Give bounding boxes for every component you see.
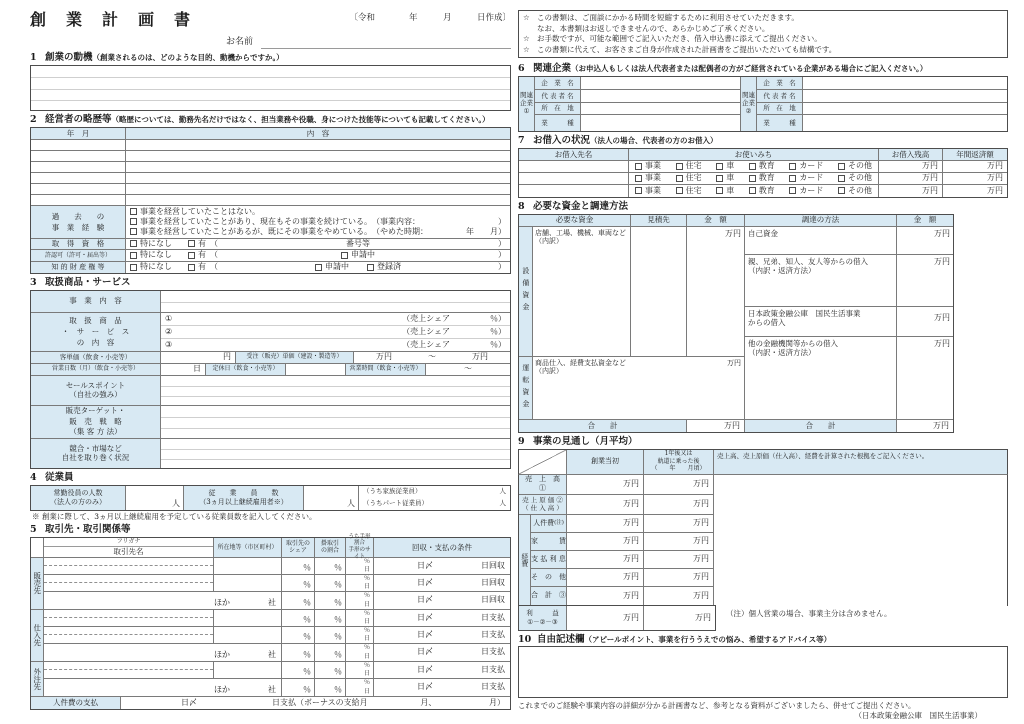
client-address-input[interactable]: [214, 610, 282, 626]
unit-day: 日: [193, 364, 201, 374]
checkbox-use-housing[interactable]: [676, 175, 683, 182]
group-subcontractors-label: 外注先: [31, 662, 44, 696]
bill-input[interactable]: ％ 日: [346, 575, 374, 591]
client-furigana-input[interactable]: [44, 610, 213, 619]
product-row-3[interactable]: ③ （売上シェア ％）: [161, 338, 510, 351]
col-bill: うち手形割合 手形のサイト: [346, 538, 374, 557]
total-needed-input[interactable]: 万円: [687, 420, 745, 432]
rent-after-input[interactable]: 万円: [644, 533, 714, 550]
section10-title: 10 自由記述欄 （アピールポイント、事業を行ううえでの悩み、希望するアドバイス等）: [518, 633, 832, 645]
expense-total-initial-input[interactable]: 万円: [567, 587, 644, 605]
terms-input[interactable]: 日〆 日回収: [417, 560, 505, 570]
family-loan-amount-input[interactable]: 万円: [934, 256, 950, 266]
option-label: 事業を経営していたことがあるが、既にその事業をやめている。: [140, 226, 372, 236]
subcontractors-group: [31, 662, 510, 697]
jfc-loan-amount-input[interactable]: 万円: [934, 312, 950, 322]
client-address-input[interactable]: [214, 662, 282, 678]
section2-title: 2 経営者の略歴等 （略歴については、勤務先名だけではなく、担当業務や役職、身につけた技能等についても記載してください。）: [30, 113, 490, 125]
checkbox-use-card[interactable]: [789, 163, 796, 170]
working-funds-label: 運転資金: [519, 357, 533, 419]
checkbox-use-other[interactable]: [838, 187, 845, 194]
share-input[interactable]: ％: [282, 662, 315, 678]
name-input[interactable]: [261, 48, 511, 49]
sales-clients-group: [31, 558, 510, 610]
checkbox-use-card[interactable]: [789, 187, 796, 194]
order-price-input[interactable]: 万円 ～ 万円: [376, 352, 488, 362]
business-days-input[interactable]: [161, 364, 206, 375]
other-expense-initial-input[interactable]: 万円: [567, 569, 644, 586]
sales-target-label: 販売ターゲット・ 販 売 戦 略 （集 客 方 法）: [31, 406, 161, 438]
col-client-name: 取引先名: [113, 547, 144, 557]
family-loan-label: 親、兄弟、知人、友人等からの借入 （内訳・返済方法）: [745, 255, 897, 306]
expenses-group-label: 経費: [519, 515, 531, 605]
company-name-input[interactable]: [581, 77, 740, 89]
industry-input[interactable]: [803, 115, 1007, 130]
section1-title: 1 創業の動機 （創業されるのは、どのような目的、動機からですか。）: [30, 52, 284, 63]
qualification-label: 取 得 資 格: [31, 239, 126, 249]
basis-hint: 売上高、売上原価（仕入高）、経費を計算された根拠をご記入ください。: [714, 450, 1007, 474]
payroll-input[interactable]: 日〆 日支払（ボーナスの支給月 月、 月）: [181, 697, 505, 707]
section4-title: 4 従業員: [30, 471, 74, 483]
other-suppliers-input[interactable]: ほか 社: [44, 644, 282, 661]
calculation-basis-input[interactable]: [714, 475, 1007, 606]
client-furigana-input[interactable]: [44, 662, 213, 671]
career-content-input[interactable]: [126, 195, 510, 205]
competition-input[interactable]: [161, 439, 510, 468]
checkbox-ip-pending[interactable]: [315, 264, 322, 271]
star-icon: ☆: [523, 34, 530, 43]
section7-title: 7 お借入の状況 （法人の場合、代表者の方のお借入）: [518, 134, 718, 146]
employees-note: ※ 創業に際して、3ヵ月以上継続雇用を予定している従業員数を記入してください。: [32, 511, 317, 521]
other-bank-loan-label: 他の金融機関等からの借入 （内訳・返済方法）: [745, 337, 897, 419]
terms-input[interactable]: 日〆 日回収: [417, 577, 505, 587]
footer-org: （日本政策金融公庫 国民生活事業）: [854, 710, 982, 720]
client-name-input[interactable]: [44, 566, 213, 574]
share-input[interactable]: ％: [282, 575, 315, 591]
other-clients-input[interactable]: ほか 社: [44, 592, 282, 609]
clients-table: [30, 533, 511, 710]
career-content-input[interactable]: [126, 173, 510, 183]
lender-input[interactable]: [519, 173, 629, 184]
order-price-label: 受注（販売）単価（建設・製造等）: [236, 352, 354, 363]
bill-input[interactable]: ％ 日: [346, 558, 374, 574]
checkbox-ip-have[interactable]: [188, 264, 195, 271]
creation-date-note: 〔令和 年 月 日作成〕: [349, 13, 511, 23]
other-subcontractors-input[interactable]: ほか 社: [44, 679, 282, 696]
terms-input[interactable]: 日〆 日支払: [417, 647, 505, 657]
bill-input[interactable]: ％ 日: [346, 627, 374, 643]
checkbox-quit-business[interactable]: [130, 228, 137, 235]
group-suppliers-label: 仕入先: [31, 610, 44, 661]
checkbox-use-business[interactable]: [635, 187, 642, 194]
equipment-amount-input[interactable]: 万円: [725, 228, 741, 238]
interest-initial-input[interactable]: 万円: [567, 551, 644, 568]
lender-input[interactable]: [519, 185, 629, 197]
officers-count-input[interactable]: 人: [126, 486, 184, 510]
name-label: お名前: [226, 36, 254, 47]
balance-input[interactable]: 万円: [879, 185, 943, 197]
cost-initial-input[interactable]: 万円: [567, 495, 644, 514]
checkbox-use-car[interactable]: [716, 187, 723, 194]
cost-after-input[interactable]: 万円: [644, 495, 714, 514]
balance-input[interactable]: 万円: [879, 161, 943, 172]
credit-ratio-input[interactable]: ％: [315, 558, 346, 574]
jfc-loan-label: 日本政策金融公庫 国民生活事業 からの借入: [745, 307, 897, 336]
product-row-2[interactable]: ② （売上シェア ％）: [161, 325, 510, 338]
share-input[interactable]: ％: [282, 627, 315, 643]
own-funds-label: 自己資金: [745, 227, 897, 254]
col-year-month: 年 月: [31, 128, 126, 139]
client-address-input[interactable]: [214, 575, 282, 591]
unit-yen: 円: [223, 352, 231, 362]
client-furigana-input[interactable]: [44, 558, 213, 567]
credit-ratio-input[interactable]: ％: [315, 592, 346, 609]
working-desc-input[interactable]: 商品仕入、経費支払資金など （内訳） 万円: [533, 357, 744, 419]
product-row-1[interactable]: ① （売上シェア ％）: [165, 313, 506, 323]
credit-ratio-input[interactable]: ％: [315, 575, 346, 591]
quote-source-input[interactable]: [631, 227, 687, 356]
terms-input[interactable]: 日〆 日回収: [417, 595, 505, 605]
career-content-input[interactable]: [126, 184, 510, 194]
free-description-box[interactable]: [518, 646, 1008, 698]
notice-box: ☆ この書類は、ご面談にかかる時間を短縮するために利用させていただきます。 なお、本書類はお返しできませんので、あらかじめご了承ください。 ☆ お手数ですが、可能な範囲でご記入いただき、借入申込書に添えてご提出ください。 ☆ この書類に代えて、お客さまご自身が作成された計画書をご提出いただいても結構です。: [518, 10, 1008, 58]
bill-input[interactable]: ％ 日: [346, 662, 374, 678]
client-name-input[interactable]: [44, 670, 213, 678]
client-address-input[interactable]: [214, 558, 282, 574]
col-content: 内 容: [126, 128, 510, 139]
sales-target-input[interactable]: [161, 406, 510, 438]
license-label: 許認可（許可・届出等）: [31, 250, 126, 261]
col-share: 取引先の シェア: [282, 538, 315, 557]
checkbox-use-car[interactable]: [716, 163, 723, 170]
career-date-input[interactable]: [31, 140, 126, 150]
location-input[interactable]: [581, 103, 740, 115]
credit-ratio-input[interactable]: ％: [315, 662, 346, 678]
hours-input[interactable]: ～: [464, 364, 472, 374]
total-raised-input[interactable]: 万円: [933, 420, 949, 430]
option-label: 事業を経営していたことはない。: [140, 206, 260, 216]
location-input[interactable]: [803, 103, 1007, 115]
career-date-input[interactable]: [31, 162, 126, 172]
bill-input[interactable]: ％ 日: [346, 592, 374, 609]
hours-label: 営業時間（飲食・小売等）: [346, 364, 426, 375]
equipment-desc-input[interactable]: 店舗、工場、機械、車両など （内訳）: [533, 227, 631, 356]
checkbox-use-education[interactable]: [749, 163, 756, 170]
col-address: 所在地等（市区町村）: [214, 538, 282, 557]
checkbox-license-none[interactable]: [130, 252, 137, 259]
annual-repayment-input[interactable]: 万円: [987, 161, 1003, 171]
bill-input[interactable]: ％ 日: [346, 679, 374, 696]
closed-day-label: 定休日（飲食・小売等）: [206, 364, 286, 375]
sales-after-input[interactable]: 万円: [644, 475, 714, 494]
client-name-input[interactable]: [44, 583, 213, 591]
col-credit-ratio: 掛取引 の割合: [315, 538, 346, 557]
closed-day-input[interactable]: [286, 364, 346, 375]
personnel-note: （注）個人営業の場合、事業主分は含めません。: [726, 608, 892, 618]
checkbox-ip-registered[interactable]: [367, 264, 374, 271]
past-business-label: 過 去 の 事 業 経 験: [31, 206, 126, 238]
checkbox-use-housing[interactable]: [676, 163, 683, 170]
working-amount-input[interactable]: 万円: [727, 358, 741, 367]
ip-label: 知 的 財 産 権 等: [31, 262, 126, 273]
career-date-input[interactable]: [31, 184, 126, 194]
terms-input[interactable]: 日〆 日支払: [417, 682, 505, 692]
checkbox-use-business[interactable]: [635, 163, 642, 170]
checkbox-still-running[interactable]: [130, 218, 137, 225]
business-days-label: 営業日数（月）（飲食・小売等）: [31, 364, 161, 375]
officers-label: 常勤役員の人数 （法人の方のみ）: [31, 486, 126, 510]
profit-after-input[interactable]: 万円: [695, 612, 711, 622]
employees-table: [30, 485, 511, 511]
payroll-row: [31, 697, 510, 709]
checkbox-use-card[interactable]: [789, 175, 796, 182]
annual-repayment-input[interactable]: 万円: [987, 173, 1003, 183]
related-company-1-label: 関連 企業 ①: [519, 77, 535, 131]
equipment-funds-label: 設備資金: [519, 227, 533, 356]
share-input[interactable]: ％: [282, 679, 315, 696]
annual-repayment-input[interactable]: 万円: [987, 185, 1003, 195]
credit-ratio-input[interactable]: ％: [315, 679, 346, 696]
own-funds-amount-input[interactable]: 万円: [934, 228, 950, 238]
career-content-input[interactable]: [126, 140, 510, 150]
checkbox-ip-none[interactable]: [130, 264, 137, 271]
career-table: 年 月 内 容 過 去 の 事 業 経 験 事業を経営していたことはない。 事業を経営していたことがあり、現在もその事業を続けている。 （事業内容： ） 事業を経営していたことがあるが、既にその事業をやめている。 （やめた時期： 年 月） 取 得 資 格 特になし 有 （ 番号等 ） 許認可（許可・届出等） 特になし 有 （ 申請中 ） 知 的 財 産 権 等 特になし 有 （ 申請中 登録済 ）: [30, 127, 511, 274]
part-time-employees-input[interactable]: （うちパート従業員） 人: [363, 499, 506, 508]
checkbox-qual-have[interactable]: [188, 240, 195, 247]
client-furigana-input[interactable]: [44, 627, 213, 636]
checkbox-use-education[interactable]: [749, 175, 756, 182]
business-detail-label: 事 業 内 容: [31, 291, 161, 312]
corner-cell: [519, 450, 567, 474]
career-date-input[interactable]: [31, 173, 126, 183]
industry-input[interactable]: [581, 115, 740, 130]
checkbox-qual-none[interactable]: [130, 240, 137, 247]
sales-point-input[interactable]: [161, 376, 510, 405]
section3-title: 3 取扱商品・サービス: [30, 276, 131, 288]
rent-initial-input[interactable]: 万円: [567, 533, 644, 550]
checkbox-use-car[interactable]: [716, 175, 723, 182]
expense-total-after-input[interactable]: 万円: [644, 587, 714, 605]
personnel-initial-input[interactable]: 万円: [567, 515, 644, 532]
terms-input[interactable]: 日〆 日支払: [417, 664, 505, 674]
related-company-2-label: 関連 企業 ②: [741, 77, 757, 131]
related-companies-table: 関連 企業 ① 企 業 名 代 表 者 名 所 在 地 業 種 関連 企業 ② 企 業 名 代 表 者 名 所 在 地 業 種: [518, 76, 1008, 132]
client-address-input[interactable]: [214, 627, 282, 643]
products-label: 取 扱 商 品 ・ サ ー ビ ス の 内 容: [31, 313, 161, 351]
unit-price-label: 客単価（飲食・小売等）: [31, 352, 161, 363]
personnel-after-input[interactable]: 万円: [644, 515, 714, 532]
checkbox-use-other[interactable]: [838, 175, 845, 182]
career-content-input[interactable]: [126, 162, 510, 172]
total-raised-label: 合 計: [745, 420, 897, 432]
products-table: [30, 290, 511, 469]
career-date-input[interactable]: [31, 151, 126, 161]
business-detail-input[interactable]: [161, 291, 510, 312]
payroll-label: 人件費の支払: [31, 697, 121, 709]
borrowings-table: お借入先名 お使いみち お借入残高 年間返済額 事業 住宅 車 教育 カード その他 万円 万円 事業 住宅 車 教育 カード その他 万円 万円 事業 住宅 車 教育 カード その他 万円 万円: [518, 148, 1008, 198]
company-name-input[interactable]: [803, 77, 1007, 89]
bill-input[interactable]: ％ 日: [346, 610, 374, 626]
share-input[interactable]: ％: [282, 644, 315, 661]
star-icon: ☆: [523, 13, 530, 22]
lender-input[interactable]: [519, 161, 629, 172]
terms-input[interactable]: 日〆 日支払: [417, 629, 505, 639]
suppliers-group: [31, 610, 510, 662]
checkbox-use-education[interactable]: [749, 187, 756, 194]
other-bank-amount-input[interactable]: 万円: [934, 338, 950, 348]
career-date-input[interactable]: [31, 195, 126, 205]
sales-initial-input[interactable]: 万円: [567, 475, 644, 494]
employees-count-input[interactable]: 人: [304, 486, 359, 510]
option-label: 事業を経営していたことがあり、現在もその事業を続けている。: [140, 216, 372, 226]
page-title: 創 業 計 画 書: [30, 10, 193, 29]
bill-input[interactable]: ％ 日: [346, 644, 374, 661]
representative-input[interactable]: [581, 90, 740, 102]
credit-ratio-input[interactable]: ％: [315, 627, 346, 643]
group-sales-label: 販売先: [31, 558, 44, 609]
checkbox-license-pending[interactable]: [341, 252, 348, 259]
share-input[interactable]: ％: [282, 558, 315, 574]
credit-ratio-input[interactable]: ％: [315, 610, 346, 626]
credit-ratio-input[interactable]: ％: [315, 644, 346, 661]
col-furigana: フリガナ: [44, 538, 213, 548]
client-furigana-input[interactable]: [44, 575, 213, 584]
section6-title: 6 関連企業 （お申込人もしくは法人代表者または配偶者の方がご経営されている企業がある場合にご記入ください。）: [518, 63, 928, 74]
profit-initial-input[interactable]: 万円: [567, 606, 644, 630]
sales-point-label: セールスポイント （自社の強み）: [31, 376, 161, 405]
employees-label: 従 業 員 数 （3ヵ月以上継続雇用者※）: [184, 486, 304, 510]
footer-note: これまでのご経験や事業内容の詳細が分かる計画書など、参考となる資料がございましたら、併せてご提出ください。: [518, 701, 916, 711]
checkbox-use-housing[interactable]: [676, 187, 683, 194]
interest-after-input[interactable]: 万円: [644, 551, 714, 568]
checkbox-use-other[interactable]: [838, 163, 845, 170]
profit-label: 利 益 ①－②－③: [519, 606, 567, 630]
client-name-input[interactable]: [44, 635, 213, 643]
share-input[interactable]: ％: [282, 592, 315, 609]
share-input[interactable]: ％: [282, 610, 315, 626]
checkbox-use-business[interactable]: [635, 175, 642, 182]
outlook-table: 創業当初 1年後又は 軌道に乗った後 （ 年 月頃） 売上高、売上原価（仕入高）、経費を計算された根拠をご記入ください。 売 上 高 ① 万円 万円 売 上 原 価 ② （ 仕 入 高 ） 万円 万円 経費 人件費 (注) 万円 万円 家 賃 万円 万円 支 払 利 息 万円 万円 そ の 他 万円 万円 合 計 ③ 万円 万円 利 益 ①－②－③ 万円 万円 （注）個人営業の場合、事業主分は含めません。: [518, 449, 1008, 631]
col-terms: 回収・支払の条件: [374, 538, 510, 557]
client-name-input[interactable]: [44, 618, 213, 626]
terms-input[interactable]: 日〆 日支払: [417, 612, 505, 622]
section9-title: 9 事業の見通し（月平均）: [518, 435, 638, 447]
total-needed-label: 合 計: [519, 420, 687, 432]
funds-table: 必要な資金 見積先 金 額 調達の方法 金 額 設備資金 店舗、工場、機械、車両など （内訳） 万円 運転資金 商品仕入、経費支払資金など （内訳） 万円 自己資金 万円 親、兄弟、知人、友人等からの借入 （内訳・返済方法） 万円 日本政策金融公庫 国民生活事業 からの借入 万円 他の金融機関等からの借入 （内訳・返済方法） 万円 合 計 万円 合 計 万円: [518, 214, 954, 433]
unit-price-input[interactable]: [161, 352, 236, 363]
balance-input[interactable]: 万円: [879, 173, 943, 184]
competition-label: 競合・市場など 自社を取り巻く状況: [31, 439, 161, 468]
star-icon: ☆: [523, 44, 530, 54]
checkbox-no-experience[interactable]: [130, 208, 137, 215]
section5-title: 5 取引先・取引関係等: [30, 523, 131, 535]
family-employees-input[interactable]: （うち家族従業員） 人: [363, 487, 506, 496]
career-content-input[interactable]: [126, 151, 510, 161]
motive-box[interactable]: [30, 65, 511, 111]
representative-input[interactable]: [803, 90, 1007, 102]
checkbox-license-have[interactable]: [188, 252, 195, 259]
section8-title: 8 必要な資金と調達方法: [518, 200, 629, 212]
number-label: 番号等: [346, 238, 370, 248]
other-expense-after-input[interactable]: 万円: [644, 569, 714, 586]
